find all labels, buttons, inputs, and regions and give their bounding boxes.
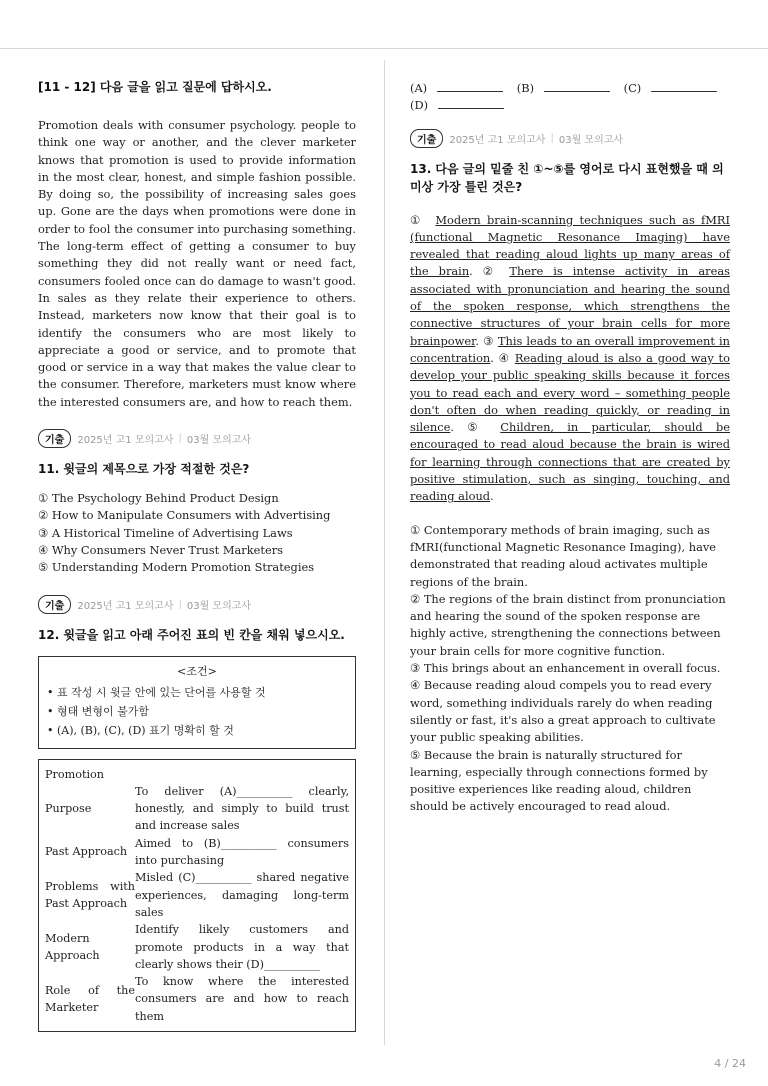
underlined-segment: This leads to an overall improvement in concentration: [410, 333, 731, 365]
table-key: Modern Approach: [45, 931, 100, 963]
underlined-segment: Reading aloud is also a good way to develop your public speaking skills because it forces you to read each and every word – something people don't often do when reading quickly, or reading in silence: [410, 350, 730, 435]
blank-a[interactable]: [410, 80, 503, 97]
top-rule: [0, 48, 768, 49]
condition-item: • 형태 변형이 불가함: [47, 704, 149, 718]
q11-option[interactable]: ① The Psychology Behind Product Design: [38, 491, 279, 506]
segment-mark: ④: [498, 350, 511, 365]
table-value: To deliver (A)__________ clearly, honestly, and simply to build trust and increase sales: [135, 784, 349, 833]
blank-label: (C): [623, 81, 642, 95]
blank-line: [651, 81, 717, 92]
table-key: Problems with Past Approach: [45, 879, 135, 911]
blank-line: [544, 81, 610, 92]
blank-b[interactable]: [517, 80, 610, 97]
underlined-segment: Children, in particular, should be encouraged to read aloud because the brain is wired for learning through connections that are created by positive stimulation, such as singing, touching, and reading aloud: [410, 420, 730, 504]
q13-source-year: 2025년 고1 모의고사: [449, 134, 546, 146]
blank-label: (B): [516, 81, 535, 95]
table-row: [45, 783, 349, 835]
q13-option[interactable]: ⑤ Because the brain is naturally structured for learning, especially through connections formed by positive experiences like reading aloud, children should be actively encouraged to read aloud.: [410, 747, 708, 814]
condition-item: • (A), (B), (C), (D) 표기 명확히 할 것: [47, 723, 234, 737]
blank-label: (D): [410, 98, 429, 113]
q13-option[interactable]: ① Contemporary methods of brain imaging, such as fMRI(functional Magnetic Resonance Imaging), have demonstrated that reading aloud activates multiple regions of the brain.: [410, 522, 717, 589]
table-key: Purpose: [45, 802, 92, 816]
table-value: To know where the interested consumers are and how to reach them: [135, 975, 349, 1023]
q13-option[interactable]: ③ This brings about an enhancement in overall focus.: [410, 661, 721, 676]
q13-source-line: [410, 129, 730, 148]
q13-tag: 기출: [410, 129, 443, 148]
answer-blanks: [410, 80, 730, 115]
separator: |: [178, 433, 182, 445]
q13-answers: [410, 522, 730, 816]
promotion-table: [38, 759, 356, 1032]
separator: |: [178, 598, 182, 610]
q12-source-month: 03월 모의고사: [186, 600, 252, 612]
blank-c[interactable]: [624, 80, 718, 97]
q11-option[interactable]: ④ Why Consumers Never Trust Marketers: [38, 542, 283, 557]
q12-tag: 기출: [38, 595, 71, 614]
left-column: [38, 78, 356, 1032]
q11-tag: 기출: [38, 429, 71, 448]
q12-source-line: [38, 595, 356, 614]
table-title: Promotion: [45, 767, 104, 781]
q13-source-month: 03월 모의고사: [558, 134, 624, 146]
q12-source-year: 2025년 고1 모의고사: [77, 600, 174, 612]
segment-mark: ①: [410, 212, 423, 227]
table-value: Identify likely customers and promote products in a way that clearly shows their (D)__________: [135, 923, 349, 971]
blank-d[interactable]: [410, 97, 504, 114]
condition-box: [38, 656, 356, 749]
q13-option[interactable]: ④ Because reading aloud compels you to read every word, something individuals rarely do when reading silently or fast, it's also a great approach to cultivate your public speaking abilities.: [410, 678, 716, 745]
table-row: [45, 973, 349, 1025]
column-divider: [384, 60, 385, 1045]
q12-title: 12. 윗글을 읽고 아래 주어진 표의 빈 칸을 채워 넣으시오.: [38, 627, 345, 642]
q13-option[interactable]: ② The regions of the brain distinct from pronunciation and hearing the sound of the spoken response are highly active, strengthening the connections between your brain cells for more cognitive function.: [410, 591, 726, 658]
underlined-segment: There is intense activity in areas associated with pronunciation and hearing the sound of the spoken response, which strengthens the connective structures of your brain cells for more brainpower: [410, 264, 730, 348]
table-row: [45, 869, 349, 921]
q11-options: [38, 490, 356, 576]
q11-option[interactable]: ② How to Manipulate Consumers with Advertising: [38, 508, 331, 523]
q13-title: 13. 다음 글의 밑줄 친 ①~⑤를 영어로 다시 표현했을 때 의미상 가장 틀린 것은?: [410, 161, 724, 194]
condition-item: • 표 작성 시 윗글 안에 있는 단어를 사용할 것: [47, 685, 266, 699]
page-number: 4 / 24: [714, 1057, 746, 1070]
separator: |: [550, 132, 554, 144]
q13-passage: ① Modern brain-scanning techniques such as fMRI (functional Magnetic Resonance Imaging) have revealed that reading aloud lights up many areas of the brain. ② There is intense activity in areas associated with pronunciation and hearing the sound of the spoken response, which strengthens the connective structures of your brain cells for more brainpower. ③ This leads to an overall improvement in concentration. ④ Reading aloud is also a good way to develop your public speaking skills because it forces you to read each and every word – something people don't often do when reading quickly, or reading in silence. ⑤ Children, in particular, should be encouraged to read aloud because the brain is wired for learning through connections that are created by positive stimulation, such as singing, touching, and reading aloud.: [410, 212, 731, 504]
blank-line: [438, 98, 504, 109]
section-header: [11 - 12] 다음 글을 읽고 질문에 답하시오.: [38, 80, 272, 94]
segment-mark: ⑤: [467, 420, 488, 435]
table-value: Misled (C)__________ shared negative experiences, damaging long-term sales: [135, 871, 349, 919]
condition-title: <조건>: [177, 664, 217, 678]
blank-label: (A): [410, 81, 428, 95]
q11-source-month: 03월 모의고사: [186, 435, 252, 447]
reading-passage: Promotion deals with consumer psychology. people to think one way or another, and the clever marketer knows that promotion is used to provide information in the most clear, honest, and simple fashion possible. By doing so, the possibility of increasing sales goes up. Gone are the days when promotions were done in order to fool the consumer into purchasing something. The long-term effect of getting a consumer to buy something they did not really want or need fact, consumers fooled once can do damage to wasn't good. In sales as they relate their experience to others. Instead, marketers now know that their goal is to identify the consumers who are most likely to appreciate a good or service, and to promote that good or service in a way that makes the value clear to the consumer. Therefore, marketers must know where the interested consumers are, and how to reach them.: [38, 118, 356, 409]
table-key: Past Approach: [45, 845, 128, 859]
q11-source-line: [38, 429, 356, 448]
table-row: [45, 921, 349, 973]
q11-option[interactable]: ③ A Historical Timeline of Advertising Laws: [38, 525, 293, 540]
right-column: [410, 80, 730, 816]
q11-title: 11. 윗글의 제목으로 가장 적절한 것은?: [38, 462, 250, 477]
segment-mark: ③: [483, 333, 494, 348]
table-row: [45, 835, 349, 870]
q11-option[interactable]: ⑤ Understanding Modern Promotion Strategies: [38, 560, 315, 575]
underlined-segment: Modern brain-scanning techniques such as fMRI (functional Magnetic Resonance Imaging) have revealed that reading aloud lights up many areas of the brain: [410, 212, 731, 279]
blank-line: [437, 81, 503, 92]
segment-mark: ②: [482, 264, 500, 279]
q11-source-year: 2025년 고1 모의고사: [77, 435, 174, 447]
table-key: Role of the Marketer: [45, 983, 135, 1015]
table-value: Aimed to (B)__________ consumers into purchasing: [135, 836, 349, 868]
